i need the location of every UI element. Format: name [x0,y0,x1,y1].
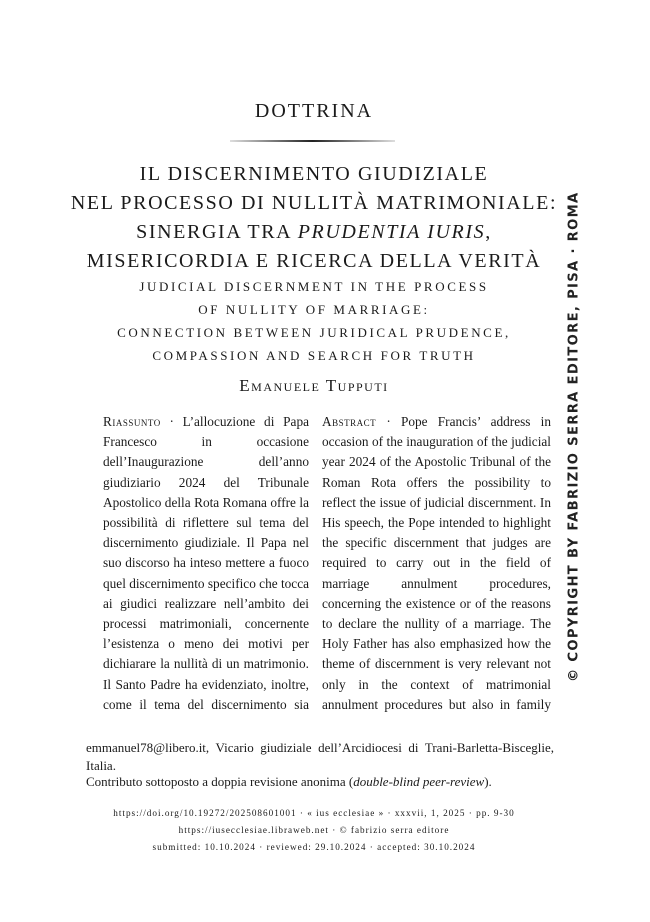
section-heading: DOTTRINA [254,100,374,122]
peer-review-footnote [86,773,554,791]
title-line-4: MISERICORDIA E RICERCA DELLA VERITÀ [86,250,542,272]
riassunto-separator: · [160,414,183,429]
title-line-3-post: , [485,221,492,243]
peer-review-italic: double-blind peer-review [353,774,485,789]
riassunto-column [103,412,309,712]
copyright-text: © COPYRIGHT BY FABRIZIO SERRA EDITORE, PISA · ROMA [566,191,582,682]
title-line-2: NEL PROCESSO DI NULLITÀ MATRIMONIALE: [70,192,558,214]
title-line-3 [0,218,628,247]
english-title [0,275,628,367]
peer-review-post: ). [484,774,492,789]
abstract-separator: · [376,414,401,429]
title-line-1: IL DISCERNIMENTO GIUDIZIALE [139,163,489,185]
author-affiliation-footnote: emmanuel78@libero.it, Vicario giudiziale dell’Arcidiocesi di Trani-Barletta-Bisceglie, Italia. [86,740,554,773]
english-title-line-1: JUDICIAL DISCERNMENT IN THE PROCESS [139,279,489,294]
abstract-column [322,412,551,712]
dates-line: submitted: 10.10.2024 · reviewed: 29.10.2024 · accepted: 30.10.2024 [152,842,476,852]
ornamental-rule [230,140,395,142]
riassunto-label: Riassunto [103,414,161,429]
riassunto-text: L’allocuzione di Papa Francesco in occasione dell’Inaugurazione dell’anno giudiziario 2024 del Tribunale Apostolico della Rota Romana offre la possibilità di riflettere sul tema del discernimento giudiziale. Il Papa nel suo discorso ha inteso mettere a fuoco quel discernimento specifico che tocca ai giudici realizzare nell’ambito dei processi matrimoniali, concernente l’esistenza o meno dei motivi per dichiarare la nullità di un matrimonio. Il Santo Padre ha evidenziato, inoltre, come il tema del discernimento sia [103,414,309,712]
author-name: Emanuele Tupputi [239,376,389,395]
abstract-text: Pope Francis’ address in occasion of the inauguration of the judicial year 2024 of the Apostolic Tribunal of the Roman Rota offers the possibility to reflect the issue of judicial discernment. In His speech, the Pope intended to highlight the specific discernment that judges are required to carry out in the field of marriage annulment procedures, concerning the existence or of the reasons to declare the nullity of a marriage. The Holy Father has also emphasized how the theme of discernment is very relevant not only in the context of matrimonial annulment procedures but also in family [322,414,551,712]
journal-url-line: https://iusecclesiae.libraweb.net · © fabrizio serra editore [178,825,450,835]
title-line-3-pre: SINERGIA TRA [136,221,298,243]
copyright-sidebar [564,191,584,682]
article-title [0,160,628,276]
english-title-line-4: COMPASSION AND SEARCH FOR TRUTH [152,348,476,363]
peer-review-pre: Contributo sottoposto a doppia revisione anonima ( [86,774,354,789]
title-line-3-italic: PRUDENTIA IURIS [297,221,486,243]
english-title-line-2: OF NULLITY OF MARRIAGE: [198,302,430,317]
english-title-line-3: CONNECTION BETWEEN JURIDICAL PRUDENCE, [117,325,511,340]
doi-line: https://doi.org/10.19272/202508601001 · « ius ecclesiae » · xxxvii, 1, 2025 · pp. 9-30 [113,808,515,818]
abstract-label: Abstract [322,414,377,429]
